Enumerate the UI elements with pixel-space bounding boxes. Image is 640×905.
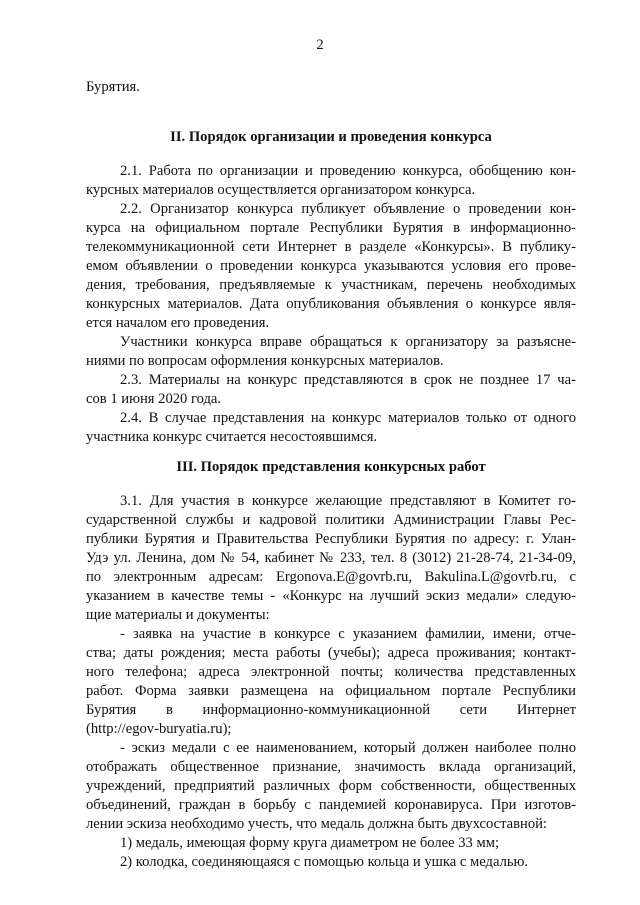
section-3-line: указанием в качестве темы - «Конкурс на лучший эскиз медали» следую- bbox=[86, 588, 576, 604]
section-3-line: ства; даты рождения; места работы (учебы); адреса проживания; контакт- bbox=[86, 645, 576, 661]
section-3-line: 1) медаль, имеющая форму круга диаметром не более 33 мм; bbox=[120, 835, 500, 851]
section-3-line: - эскиз медали с ее наименованием, который должен наиболее полно bbox=[120, 740, 576, 756]
section-3-line: (http://egov-buryatia.ru); bbox=[86, 721, 232, 737]
section-3-body bbox=[86, 492, 576, 872]
section-2-line: Участники конкурса вправе обращаться к организатору за разъясне- bbox=[120, 334, 576, 350]
section-3-line: Бурятия в информационно-коммуникационной сети Интернет bbox=[86, 702, 576, 718]
section-3-line: Удэ ул. Ленина, дом № 54, кабинет № 233, тел. 8 (3012) 21-28-74, 21-34-09, bbox=[86, 550, 576, 566]
section-3-line: лении эскиза необходимо учесть, что медаль должна быть двухсоставной: bbox=[86, 816, 547, 832]
section-2-line: дения, требования, предъявляемые к участникам, перечень необходимых bbox=[86, 277, 576, 293]
section-2-line: курсных материалов осуществляется организатором конкурса. bbox=[86, 182, 476, 198]
section-2-line: ниями по вопросам оформления конкурсных материалов. bbox=[86, 353, 444, 369]
section-3-line: 2) колодка, соединяющаяся с помощью кольца и ушка с медалью. bbox=[120, 854, 529, 870]
section-3-line: отображать общественное признание, значимость вклада организаций, bbox=[86, 759, 576, 775]
section-2-line: конкурсных материалов. Дата опубликования объявления о конкурсе явля- bbox=[86, 296, 576, 312]
section-3-line: объединений, граждан в борьбу с пандемией коронавируса. При изготов- bbox=[86, 797, 576, 813]
section-2-line: телекоммуникационной сети Интернет в разделе «Конкурсы». В публику- bbox=[86, 239, 576, 255]
lead-line: Бурятия. bbox=[86, 79, 140, 95]
section-3-line: публики Бурятия и Правительства Республики Бурятия по адресу: г. Улан- bbox=[86, 531, 576, 547]
section-2-line: 2.4. В случае представления на конкурс материалов только от одного bbox=[120, 410, 576, 426]
section-2-line: сов 1 июня 2020 года. bbox=[86, 391, 222, 407]
section-2-line: курса на официальном портале Республики Бурятия в информационно- bbox=[86, 220, 576, 236]
section-2-line: ется началом его проведения. bbox=[86, 315, 270, 331]
section-3-line: ного телефона; адреса электронной почты; количества представленных bbox=[86, 664, 576, 680]
section-3-line: 3.1. Для участия в конкурсе желающие представляют в Комитет го- bbox=[120, 493, 576, 509]
section-3-heading: III. Порядок представления конкурсных работ bbox=[176, 459, 486, 475]
section-2-line: емом объявлении о проведении конкурса указываются условия его прове- bbox=[86, 258, 576, 274]
section-3-line: - заявка на участие в конкурсе с указанием фамилии, имени, отче- bbox=[120, 626, 576, 642]
section-2-body bbox=[86, 162, 576, 447]
section-2-line: 2.1. Работа по организации и проведению конкурса, обобщению кон- bbox=[120, 163, 576, 179]
section-2-heading: II. Порядок организации и проведения конкурса bbox=[170, 129, 492, 145]
section-3-line: работ. Форма заявки размещена на официальном портале Республики bbox=[86, 683, 576, 699]
lead-text-block bbox=[86, 78, 576, 97]
section-2-line: 2.2. Организатор конкурса публикует объявление о проведении кон- bbox=[120, 201, 576, 217]
section-3-line: щие материалы и документы: bbox=[86, 607, 270, 623]
section-3-line: сударственной службы и кадровой политики Администрации Главы Рес- bbox=[86, 512, 576, 528]
section-3-line: по электронным адресам: Ergonova.E@govrb.ru, Bakulina.L@govrb.ru, с bbox=[86, 569, 576, 585]
section-3-line: учреждений, предприятий различных форм собственности, общественных bbox=[86, 778, 576, 794]
section-2-line: 2.3. Материалы на конкурс представляются в срок не позднее 17 ча- bbox=[120, 372, 576, 388]
section-2-line: участника конкурс считается несостоявшимся. bbox=[86, 429, 378, 445]
page-number: 2 bbox=[316, 37, 324, 53]
